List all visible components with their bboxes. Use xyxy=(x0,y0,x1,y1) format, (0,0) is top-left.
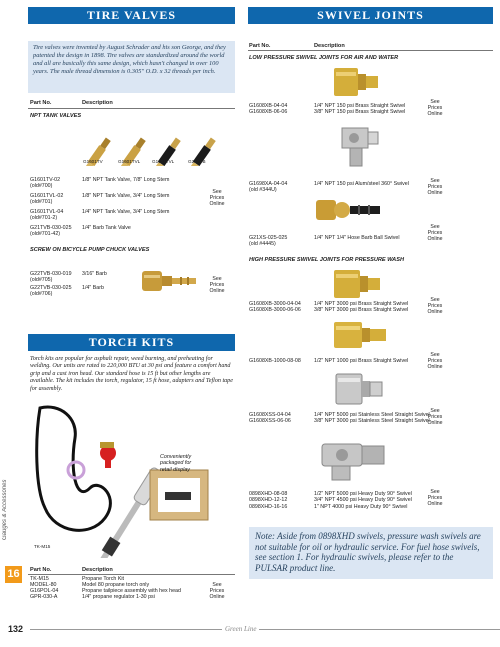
part-description: Model 80 propane torch only xyxy=(82,582,150,588)
part-number: 0898XHD-08-08 0898XHD-12-12 0898XHD-16-16 xyxy=(249,491,288,510)
valve-caption: G21TVB xyxy=(188,159,206,164)
left-col-part-header: Part No. xyxy=(30,567,52,573)
part-description: 1/2" NPT 5000 psi Heavy Duty 90° Swivel 3/4" NPT 4500 psi Heavy Duty 90° Swivel 1" NPT 4000 psi Heavy Duty 90° Swivel xyxy=(314,491,412,510)
part-description: 1/4" NPT 3000 psi Brass Straight Swivel 3/8" NPT 3000 psi Brass Straight Swivel xyxy=(314,301,409,314)
see-prices-online-link[interactable]: See Prices Online xyxy=(427,99,443,117)
part-number: G1698XA-04-04 (old #344U) xyxy=(249,181,288,194)
part-description: 1/8" NPT Tank Valve, 3/4" Long Stem xyxy=(82,193,170,199)
part-number: G1608XB-3000-04-04 G1608XB-3000-06-06 xyxy=(249,301,301,314)
torch-kit-image xyxy=(30,398,235,558)
part-description: 1/4" NPT 1/4" Hose Barb Ball Swivel xyxy=(314,235,400,241)
part-number: TK-M15 xyxy=(30,576,49,582)
packaged-caption: Conveniently packaged for retail display xyxy=(160,454,192,473)
divider xyxy=(248,50,493,51)
brass-swivel-image xyxy=(330,64,382,100)
part-number: G1601TVL-02 (old#701) xyxy=(30,193,64,206)
footer-rule xyxy=(30,629,500,630)
swivel-joints-banner: SWIVEL JOINTS xyxy=(248,7,493,24)
part-description: Propane tailpiece assembly with hex head xyxy=(82,588,181,594)
part-number: MODEL-80 xyxy=(30,582,57,588)
part-number: G1608XB-04-04 G1608XB-06-06 xyxy=(249,103,288,116)
part-description: 3/16" Barb xyxy=(82,271,107,277)
right-col-desc-header: Description xyxy=(314,43,345,49)
hp-brass-swivel-image xyxy=(330,266,384,302)
part-description: 1/4" Barb xyxy=(82,285,104,291)
npt-tank-valves-heading: NPT TANK VALVES xyxy=(30,113,82,119)
valve-caption: G1601TVL xyxy=(118,159,141,164)
torch-kit-caption: TK-M15 xyxy=(34,544,51,549)
heavy-duty-swivel-image xyxy=(318,428,388,484)
divider xyxy=(28,574,235,575)
see-prices-online-link[interactable]: See Prices Online xyxy=(427,408,443,426)
left-col-part-header: Part No. xyxy=(30,100,52,106)
see-prices-online-link[interactable]: See Prices Online xyxy=(209,189,225,207)
section-tab: 16 xyxy=(5,566,22,583)
see-prices-online-link[interactable]: See Prices Online xyxy=(427,489,443,507)
tire-valves-banner: TIRE VALVES xyxy=(28,7,235,24)
see-prices-online-link[interactable]: See Prices Online xyxy=(427,224,443,242)
torch-kits-banner: TORCH KITS xyxy=(28,334,235,351)
part-number: G16POL-04 xyxy=(30,588,59,594)
high-pressure-swivels-heading: HIGH PRESSURE SWIVEL JOINTS FOR PRESSURE WASH xyxy=(249,257,404,263)
ball-swivel-image xyxy=(314,196,384,224)
part-number: G21TVB-030-025 (old#701-42) xyxy=(30,225,72,238)
bicycle-chuck-image xyxy=(140,263,200,299)
part-number: GPR-030-A xyxy=(30,594,58,600)
see-prices-online-link[interactable]: See Prices Online xyxy=(427,297,443,315)
part-number: G1608XB-1000-08-08 xyxy=(249,358,301,364)
right-col-part-header: Part No. xyxy=(249,43,271,49)
see-prices-online-link[interactable]: See Prices Online xyxy=(209,276,225,294)
part-description: 1/8" NPT Tank Valve, 7/8" Long Stem xyxy=(82,177,170,183)
part-number: G22TVB-030-019 (old#705) xyxy=(30,271,72,284)
part-number: G1601TV-02 (old#700) xyxy=(30,177,61,190)
low-pressure-swivels-heading: LOW PRESSURE SWIVEL JOINTS FOR AIR AND WATER xyxy=(249,55,399,61)
page-number: 132 xyxy=(8,624,24,634)
left-col-desc-header: Description xyxy=(82,100,113,106)
part-description: 1/4" NPT 150 psi Alum/steel 360° Swivel xyxy=(314,181,409,187)
valve-caption: G1601TVL xyxy=(152,159,175,164)
tire-valves-intro: Tire valves were invented by August Schrader and his son George, and they patented the design in 1898. Tire valves are standardized around the world and all are basically this same design, which hasn't changed in over 100 years. The male thread dimension is 0.305" O.D. x 32 threads per inch. xyxy=(28,41,235,93)
bicycle-chuck-valves-heading: SCREW ON BICYCLE PUMP CHUCK VALVES xyxy=(30,247,150,253)
see-prices-online-link[interactable]: See Prices Online xyxy=(427,352,443,370)
see-prices-online-link[interactable]: See Prices Online xyxy=(427,178,443,196)
see-prices-online-link[interactable]: See Prices Online xyxy=(209,582,225,600)
alum-swivel-image xyxy=(336,120,382,170)
part-description: 1/4" NPT 150 psi Brass Straight Swivel 3/8" NPT 150 psi Brass Straight Swivel xyxy=(314,103,406,116)
part-description: 1/4" NPT 5000 psi Stainless Steel Straight Swivel 3/8" NPT 3000 psi Stainless Steel Straight Swivel xyxy=(314,412,430,425)
part-number: G21XS-025-025 (old #4445) xyxy=(249,235,288,248)
part-number: G1608XSS-04-04 G1608XSS-06-06 xyxy=(249,412,291,425)
left-col-desc-header: Description xyxy=(82,567,113,573)
divider xyxy=(28,108,235,109)
swivel-note: Note: Aside from 0898XHD swivels, pressure wash swivels are not suitable for oil or hydraulic service. For fuel hose swivels, see section 1. For hydraulic swivels, please refer to the PULSAR product line. xyxy=(249,527,493,579)
part-description: 1/4" Barb Tank Valve xyxy=(82,225,131,231)
part-description: Propane Torch Kit xyxy=(82,576,125,582)
part-number: G22TVB-030-025 (old#706) xyxy=(30,285,72,298)
valve-caption: G1601TV xyxy=(83,159,103,164)
stainless-swivel-image xyxy=(332,370,386,408)
torch-kits-text: Torch kits are popular for asphalt repair, weed burning, and preheating for welding. Our units are rated to 220,000 BTU at 30 psi and feature a comfort hand grip and a cast iron head. Our standard hose is 15 ft but other lengths are available. The kit includes the torch, regulator, 15 ft hose, adapters and Teflon tape for assembly. xyxy=(30,356,233,392)
1000psi-swivel-image xyxy=(330,318,390,352)
section-side-label: Gauges & Accessories xyxy=(2,479,8,541)
part-description: 1/4" NPT Tank Valve, 3/4" Long Stem xyxy=(82,209,170,215)
footer-brand: Green Line xyxy=(222,625,259,633)
part-description: 1/4" propane regulator 1-30 psi xyxy=(82,594,155,600)
part-description: 1/2" NPT 1000 psi Brass Straight Swivel xyxy=(314,358,409,364)
part-number: G1601TVL-04 (old#701-2) xyxy=(30,209,64,222)
